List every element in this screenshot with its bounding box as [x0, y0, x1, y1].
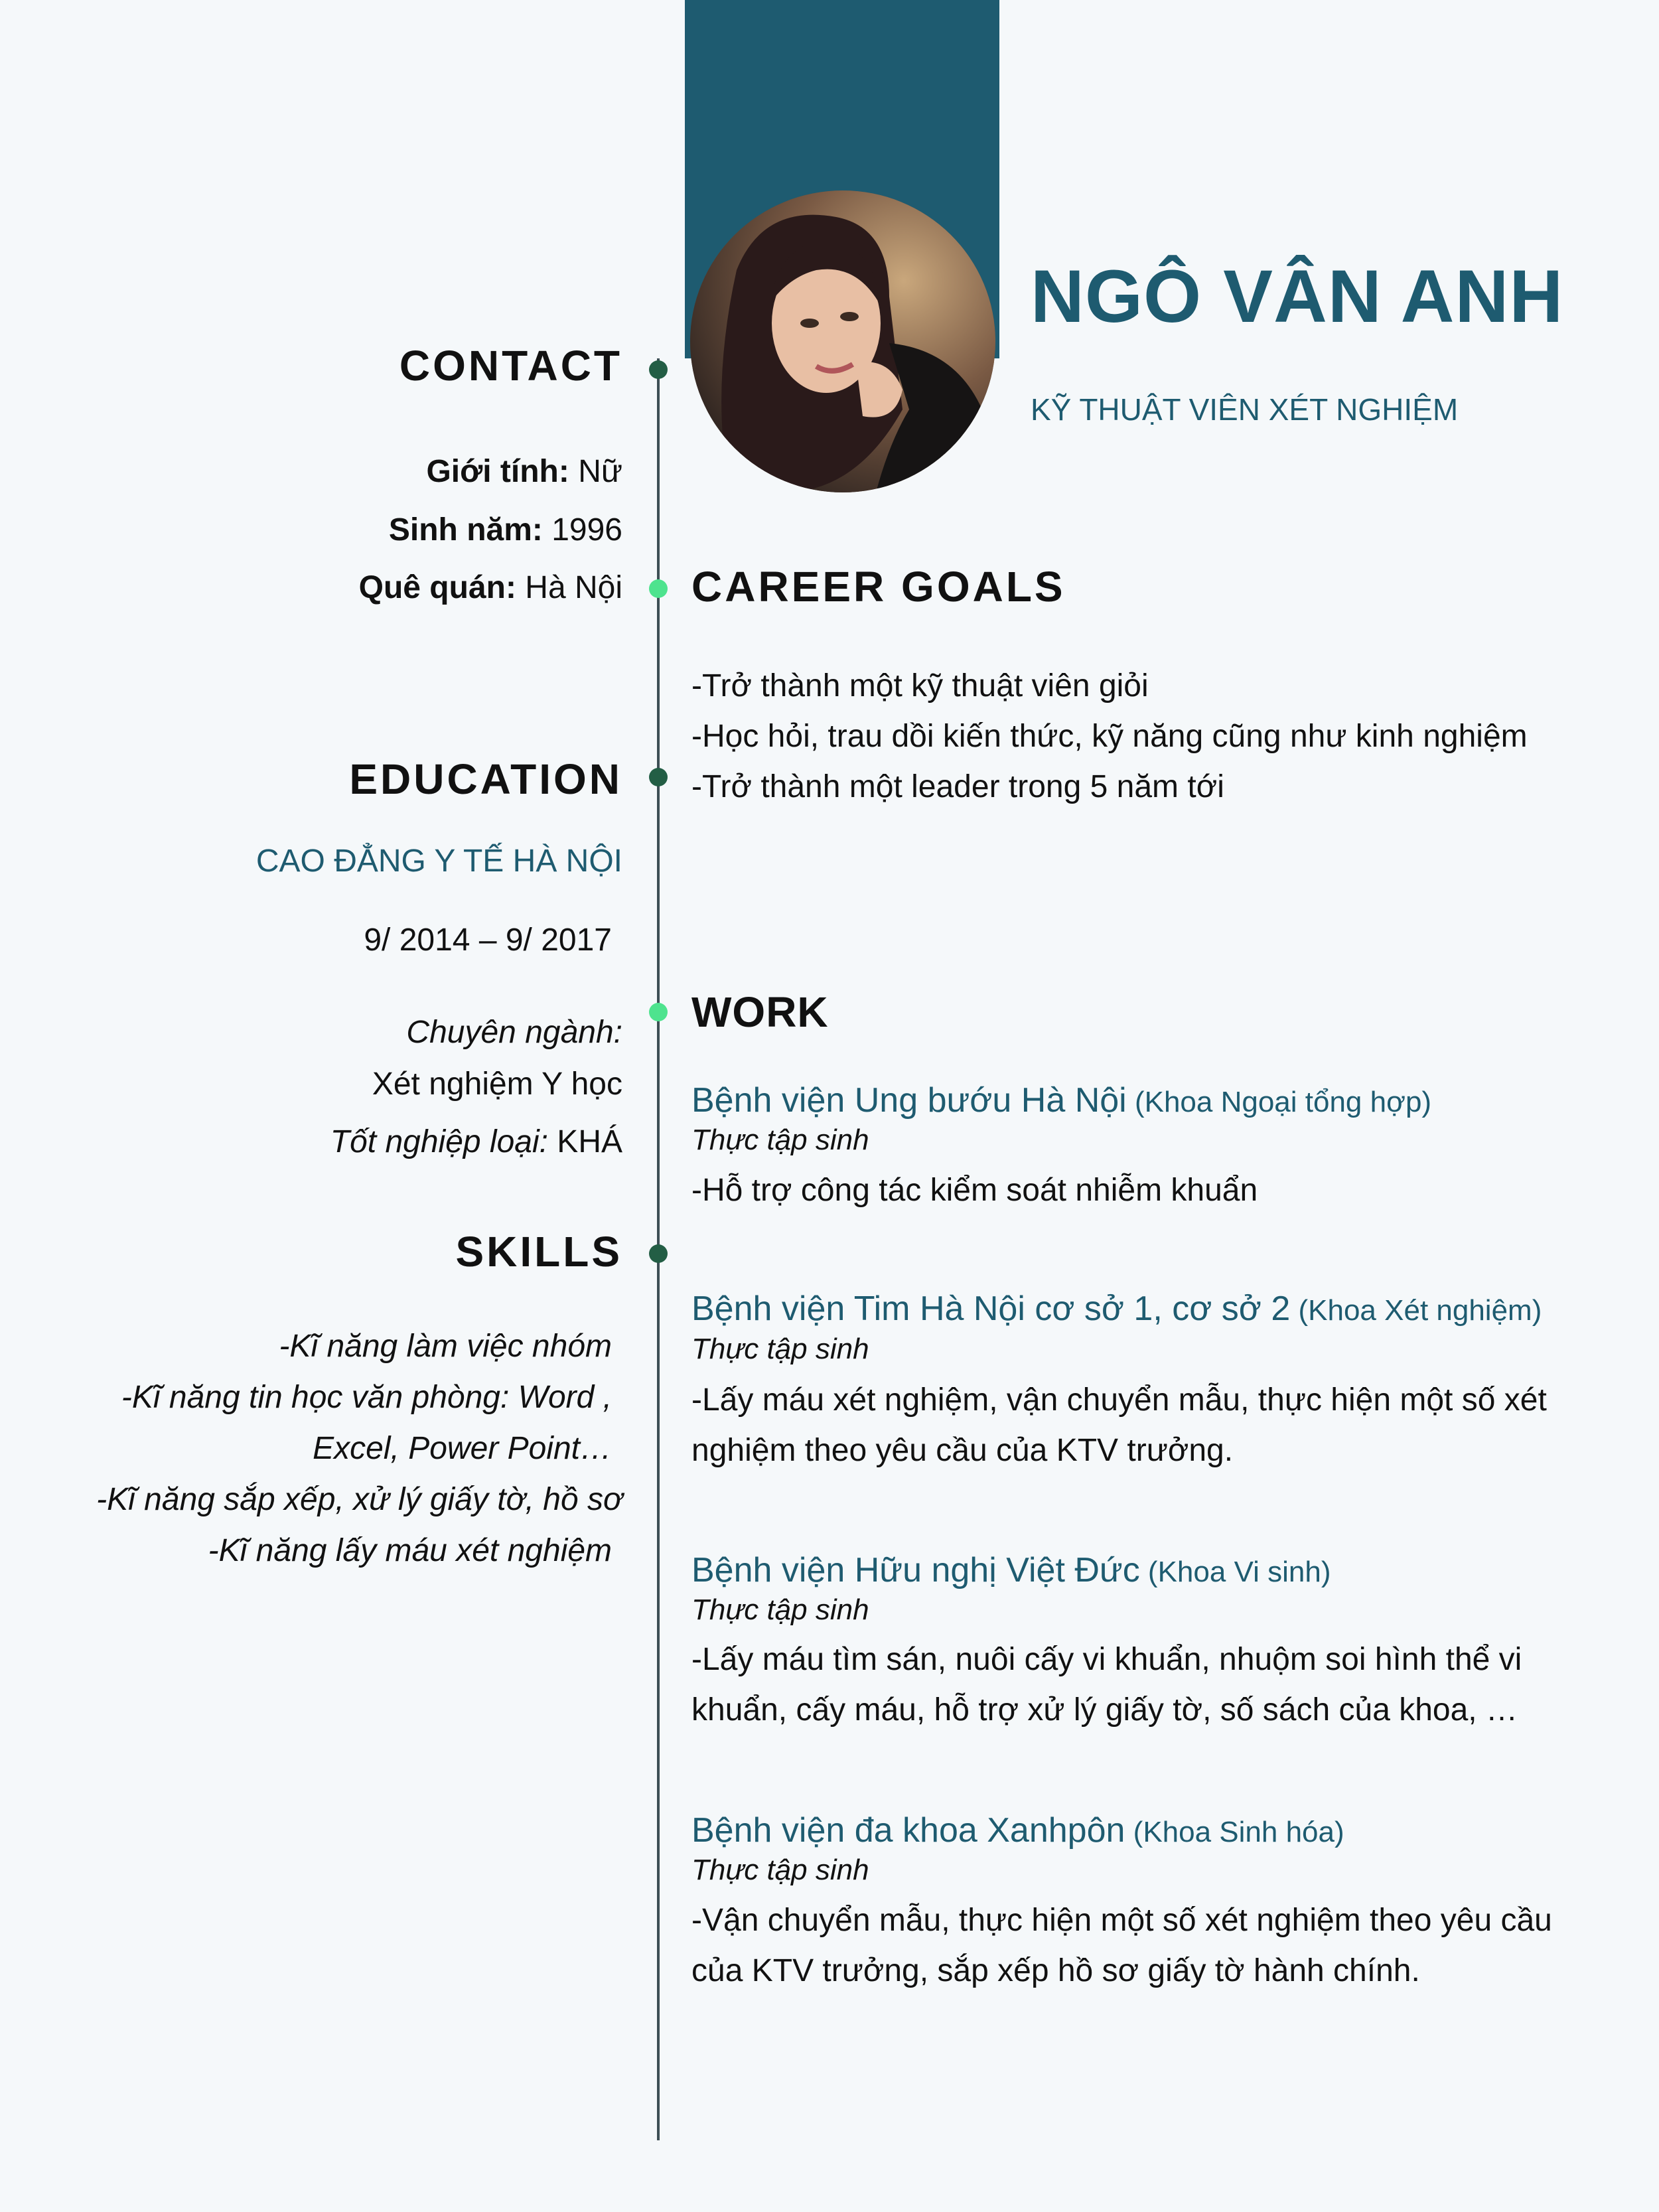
hospital-name: Bệnh viện đa khoa Xanhpôn	[691, 1811, 1125, 1850]
hospital-department: (Khoa Ngoại tổng hợp)	[1126, 1086, 1432, 1118]
work-hospital-1	[691, 1080, 1431, 1120]
work-hospital-2	[691, 1289, 1542, 1329]
hospital-department: (Khoa Vi sinh)	[1139, 1556, 1331, 1588]
job-title: KỸ THUẬT VIÊN XÉT NGHIỆM	[1031, 392, 1459, 427]
work-desc-line: -Hỗ trợ công tác kiểm soát nhiễm khuẩn	[691, 1173, 1258, 1208]
work-hospital-4	[691, 1810, 1344, 1850]
work-desc-line: khuẩn, cấy máu, hỗ trợ xử lý giấy tờ, số sách của khoa, …	[691, 1692, 1518, 1728]
work-desc-line: của KTV trưởng, sắp xếp hồ sơ giấy tờ hành chính.	[691, 1953, 1420, 1988]
work-hospital-3	[691, 1550, 1331, 1590]
hospital-department: (Khoa Xét nghiệm)	[1290, 1294, 1542, 1327]
education-heading: EDUCATION	[349, 755, 622, 803]
hospital-department: (Khoa Sinh hóa)	[1125, 1816, 1344, 1848]
career-goals-heading: CAREER GOALS	[691, 563, 1066, 611]
work-role-1: Thực tập sinh	[691, 1124, 869, 1156]
timeline-dot-work	[649, 1003, 668, 1021]
work-desc-line: nghiệm theo yêu cầu của KTV trưởng.	[691, 1433, 1234, 1468]
birth-value: 1996	[542, 512, 622, 548]
hospital-name: Bệnh viện Hữu nghị Việt Đức	[691, 1551, 1140, 1589]
hospital-name: Bệnh viện Ung bướu Hà Nội	[691, 1081, 1127, 1120]
contact-heading: CONTACT	[399, 342, 622, 390]
work-heading: WORK	[691, 988, 829, 1036]
candidate-name: NGÔ VÂN ANH	[1031, 255, 1564, 338]
work-desc-4	[691, 1895, 1614, 1996]
timeline-dot-contact	[649, 360, 668, 379]
work-role-4: Thực tập sinh	[691, 1854, 869, 1886]
skill-item: -Kĩ năng tin học văn phòng: Word ,	[121, 1380, 612, 1415]
gender-value: Nữ	[569, 454, 622, 489]
grade-value: KHÁ	[547, 1124, 622, 1159]
work-desc-2	[691, 1375, 1614, 1476]
education-major-value: Xét nghiệm Y học	[372, 1067, 622, 1102]
profile-photo	[690, 190, 995, 492]
timeline-dot-skills	[649, 1244, 668, 1263]
grade-label: Tốt nghiệp loại:	[330, 1124, 548, 1159]
work-desc-line: -Lấy máu xét nghiệm, vận chuyển mẫu, thực hiện một số xét	[691, 1382, 1547, 1418]
gender-label: Giới tính:	[426, 454, 569, 489]
work-desc-1	[691, 1165, 1614, 1216]
birth-label: Sinh năm:	[388, 512, 543, 548]
contact-gender	[426, 453, 622, 490]
skill-item: -Kĩ năng lấy máu xét nghiệm	[208, 1533, 612, 1568]
contact-hometown	[359, 569, 622, 606]
skill-item: Excel, Power Point…	[313, 1431, 612, 1466]
work-desc-line: -Vận chuyển mẫu, thực hiện một số xét nghiệm theo yêu cầu	[691, 1903, 1552, 1938]
goal-item: -Trở thành một kỹ thuật viên giỏi	[691, 668, 1149, 703]
skill-item: -Kĩ năng làm việc nhóm	[279, 1329, 612, 1364]
career-goals-list	[691, 661, 1614, 812]
work-desc-3	[691, 1635, 1614, 1735]
skills-heading: SKILLS	[455, 1228, 622, 1276]
contact-birth-year	[389, 512, 622, 548]
skill-item: -Kĩ năng sắp xếp, xử lý giấy tờ, hồ sơ	[96, 1482, 622, 1517]
hometown-value: Hà Nội	[516, 570, 622, 605]
goal-item: -Học hỏi, trau dồi kiến thức, kỹ năng cũng như kinh nghiệm	[691, 719, 1528, 754]
education-major-label: Chuyên ngành:	[406, 1015, 622, 1050]
education-period: 9/ 2014 – 9/ 2017	[364, 922, 612, 958]
work-desc-line: -Lấy máu tìm sán, nuôi cấy vi khuẩn, nhuộm soi hình thể vi	[691, 1642, 1522, 1677]
work-role-3: Thực tập sinh	[691, 1593, 869, 1626]
timeline-dot-career-goals	[649, 579, 668, 598]
timeline-dot-education	[649, 768, 668, 786]
hometown-label: Quê quán:	[358, 570, 516, 605]
work-role-2: Thực tập sinh	[691, 1333, 869, 1365]
education-grade	[330, 1124, 622, 1160]
goal-item: -Trở thành một leader trong 5 năm tới	[691, 769, 1224, 804]
education-school: CAO ĐẲNG Y TẾ HÀ NỘI	[255, 844, 622, 879]
skills-list	[96, 1321, 622, 1576]
hospital-name: Bệnh viện Tim Hà Nội cơ sở 1, cơ sở 2	[691, 1290, 1291, 1328]
